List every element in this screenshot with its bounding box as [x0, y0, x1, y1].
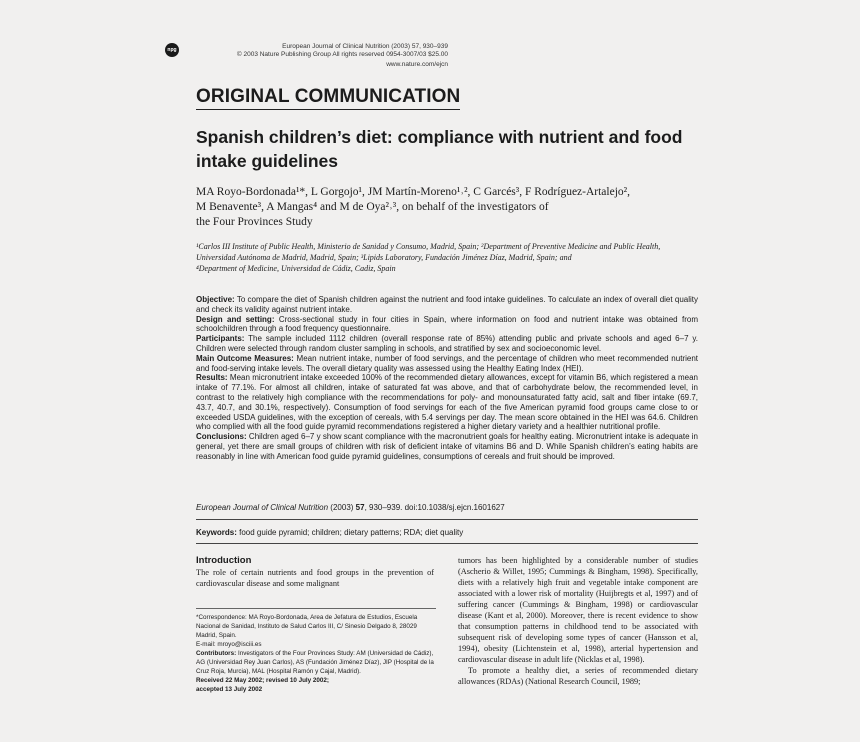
introduction-text: The role of certain nutrients and food groups in the prevention of cardiovascular disease and some malignant	[196, 568, 434, 588]
correspondence-address: *Correspondence: MA Royo-Bordonada, Area de Jefatura de Estudios, Escuela Nacional de Sanidad, Instituto de Salud Carlos III, C/ Sinesio Delgado 8, 28029 Madrid, Spain.	[196, 614, 418, 639]
body-paragraph-2: To promote a healthy diet, a series of recommended dietary allowances (RDAs) (National Research Council, 1989;	[458, 666, 698, 686]
conclusions-label: Conclusions:	[196, 432, 247, 442]
authors-line-1: MA Royo-Bordonada¹*, L Gorgojo¹, JM Martín-Moreno¹˒², C Garcés³, F Rodríguez-Artalejo²,	[196, 186, 630, 198]
keywords-text: food guide pyramid; children; dietary patterns; RDA; diet quality	[236, 528, 464, 537]
design-label: Design and setting:	[196, 314, 275, 324]
copyright-line: © 2003 Nature Publishing Group All rights reserved 0954-3007/03 $25.00	[236, 51, 448, 58]
outcome-label: Main Outcome Measures:	[196, 353, 294, 363]
design-text: Cross-sectional study in four cities in Spain, where information on food and nutrient intake was obtained from schoolchildren through a food frequency questionnaire.	[196, 314, 698, 334]
participants-label: Participants:	[196, 334, 245, 344]
outcome-text: Mean nutrient intake, number of food servings, and the percentage of children who meet recommended nutrient and food-serving intake levels. The overall dietary quality was assessed using the Healthy Eating Index (HEI).	[196, 353, 698, 373]
abstract	[196, 295, 698, 462]
contributors-text: Investigators of the Four Provinces Study: AM (Universidad de Cádiz), AG (Universidad Rey Juan Carlos), AS (Fundación Jiménez Díaz), JIP (Hospital de la Cruz Roja, Murcia), MAL (Hospital Ramón y Cajal, Madrid).	[196, 650, 434, 675]
introduction-heading: Introduction	[196, 555, 252, 566]
objective-text: To compare the diet of Spanish children against the nutrient and food intake guidelines. To calculate an index of overall diet quality and check its validity against nutrient intake.	[196, 295, 698, 314]
correspondence-footnote	[196, 608, 436, 694]
abstract-conclusions	[196, 432, 698, 461]
results-label: Results:	[196, 373, 228, 383]
author-list	[196, 185, 696, 230]
abstract-outcome	[196, 354, 698, 374]
right-column	[458, 555, 698, 687]
affiliations	[196, 241, 700, 274]
participants-text: The sample included 1112 children (overall response rate of 85%) attending public and private schools and aged 6–7 y. Children were selected through random cluster sampling in schools, and stratified by sex and socioeconomic level.	[196, 334, 698, 353]
section-label: ORIGINAL COMMUNICATION	[196, 86, 460, 110]
publisher-logo: npg	[165, 43, 179, 57]
journal-url[interactable]: www.nature.com/ejcn	[386, 61, 448, 68]
affiliation-line-1: ¹Carlos III Institute of Public Health, Ministerio de Sanidad y Consumo, Madrid, Spain; ²Department of Preventive Medicine and Public Health, Universidad Autónoma de Madrid, Madrid, Spain; ³Lipids Laboratory, Fundación Jiménez Díaz, Madrid, Spain; and	[196, 242, 661, 262]
contributors	[196, 649, 436, 676]
keywords	[196, 528, 698, 538]
abstract-design	[196, 315, 698, 335]
article-title: Spanish children’s diet: compliance with nutrient and food intake guidelines	[196, 127, 683, 171]
body-paragraph-1: tumors has been highlighted by a considerable number of studies (Ascherio & Willet, 1995; Cummings & Bingham, 1998). Specifically, diets with a relatively high fruit and vegetable intake component are associated with a lower risk of mortality (Huijbregts et al, 1997) and of suffering cancer (Cummings & Bingham, 1998) or cardiovascular disease (Kant et al, 2000). Moreover, there is recent evidence to show that consumption patterns in childhood tend to be associated with subsequent risk of developing some types of cancer (Hansson et al, 1994), obesity (Lichtenstein et al, 1998), arterial hypertension and cardiovascular disease in adult life (Nicklas et al, 1998).	[458, 556, 698, 664]
citation-volume: 57	[355, 503, 365, 512]
journal-citation-header: European Journal of Clinical Nutrition (2003) 57, 930–939	[282, 43, 448, 50]
keywords-label: Keywords:	[196, 528, 237, 537]
citation-year: (2003)	[328, 503, 356, 512]
results-text: Mean micronutrient intake exceeded 100% of the recommended dietary allowances, except for vitamin B6, which registered a mean intake of 77.1%. For almost all children, intake of saturated fat was above, and that of carbohydrate below, the recommended level, in contrast to the relatively high compliance with the recommendations for poly- and monounsaturated fatty acid, salt and fiber intake (69.7, 43.7, 40.7, and 30.1%, respectively). Consumption of food servings for each of the five American pyramid food groups came close to or exceeded USDA guidelines, with the exception of cereals, with 5.4 servings per day. The mean score obtained in the HEI was 64.6. Children who complied with all the food guide pyramid recommendations registered a higher dietary variety and a healthier nutritional profile.	[196, 373, 698, 432]
divider-bottom	[196, 543, 698, 544]
correspondence-email[interactable]: E-mail: mroyo@isciii.es	[196, 641, 262, 648]
divider-top	[196, 519, 698, 520]
authors-line-2: M Benavente³, A Mangas⁴ and M de Oya²˒³, on behalf of the investigators of	[196, 201, 549, 213]
conclusions-text: Children aged 6–7 y show scant compliance with the macronutrient goals for healthy eating. Micronutrient intake is adequate in general, yet there are small groups of children with risk of deficient intake of vitamins B6 and D. While Spanish children’s eating habits are reasonably in line with American food guide pyramid guidelines, consumptions of cereals and fruit should be improved.	[196, 432, 698, 461]
citation-journal: European Journal of Clinical Nutrition	[196, 503, 329, 512]
abstract-objective	[196, 295, 698, 315]
citation-doi[interactable]: , 930–939. doi:10.1038/sj.ejcn.1601627	[364, 503, 505, 512]
left-column	[196, 555, 434, 589]
objective-label: Objective:	[196, 295, 235, 304]
abstract-participants	[196, 334, 698, 354]
accepted-date: accepted 13 July 2002	[196, 686, 263, 693]
affiliation-line-2: ⁴Department of Medicine, Universidad de Cádiz, Cadiz, Spain	[196, 264, 396, 273]
contributors-label: Contributors:	[196, 650, 237, 657]
abstract-results	[196, 373, 698, 432]
authors-line-3: the Four Provinces Study	[196, 216, 313, 228]
received-date: Received 22 May 2002; revised 10 July 2002;	[196, 677, 330, 684]
article-citation	[196, 503, 698, 513]
